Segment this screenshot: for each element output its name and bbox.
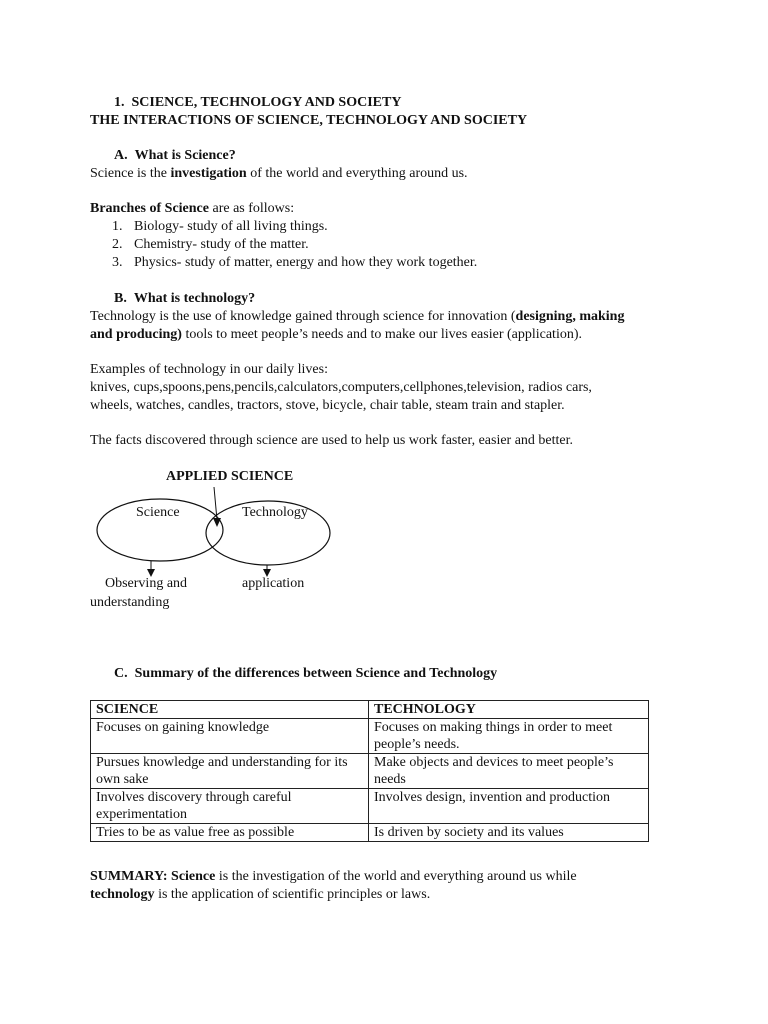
tech-def-bold1: designing, making (515, 309, 625, 324)
list-item-number: 1. (112, 219, 123, 234)
applied-arrow-head (213, 518, 221, 527)
science-def-pre: Science is the (90, 166, 171, 181)
diagram-title: APPLIED SCIENCE (166, 469, 294, 484)
section-c-title: Summary of the differences between Science and Technology (134, 666, 498, 681)
list-item-text: Biology- study of all living things. (134, 219, 328, 234)
summary-science-word: Science (171, 869, 216, 884)
list-item-text: Chemistry- study of the matter. (134, 237, 309, 252)
science-result-line2: understanding (90, 595, 170, 610)
heading-number: 1. (114, 95, 125, 110)
differences-table (90, 700, 649, 842)
summary-label: SUMMARY: (90, 869, 168, 884)
science-def-post: of the world and everything around us. (246, 166, 468, 181)
table-cell: Focuses on making things in order to meet people’s needs. (369, 719, 649, 754)
section-b-title: What is technology? (133, 291, 256, 306)
summary-line1 (90, 868, 577, 886)
tech-def-bold2: and producing) (90, 327, 182, 342)
summary-line2-rest: is the application of scientific principles or laws. (154, 887, 431, 902)
examples-line1: knives, cups,spoons,pens,pencils,calculators,computers,cellphones,television, radios cars, (90, 380, 592, 395)
list-item-text: Physics- study of matter, energy and how they work together. (134, 255, 478, 270)
branches-rest: are as follows: (208, 201, 295, 216)
table-cell: Involves discovery through careful experimentation (91, 789, 369, 824)
summary-line1-rest: is the investigation of the world and everything around us while (215, 869, 577, 884)
science-result-line1: Observing and (105, 576, 188, 591)
table-cell: Tries to be as value free as possible (91, 824, 369, 842)
table-row (91, 719, 649, 754)
examples-intro: Examples of technology in our daily lives: (90, 362, 328, 377)
column-header-technology: TECHNOLOGY (369, 701, 649, 719)
tech-def-pre: Technology is the use of knowledge gained through science for innovation ( (90, 309, 516, 324)
technology-label: Technology (242, 505, 308, 520)
page-subtitle: THE INTERACTIONS OF SCIENCE, TECHNOLOGY AND SOCIETY (90, 113, 528, 128)
table-cell: Is driven by society and its values (369, 824, 649, 842)
table-cell: Make objects and devices to meet people’s needs (369, 754, 649, 789)
table-cell: Involves design, invention and production (369, 789, 649, 824)
summary-line2 (90, 886, 430, 904)
table-row (91, 754, 649, 789)
summary-technology-word: technology (90, 887, 155, 902)
table-cell: Pursues knowledge and understanding for its own sake (91, 754, 369, 789)
column-header-science: SCIENCE (91, 701, 369, 719)
technology-result: application (242, 576, 305, 591)
section-c-marker: C. (114, 666, 128, 681)
facts-statement: The facts discovered through science are used to help us work faster, easier and better. (90, 433, 574, 448)
table-header-row (91, 701, 649, 719)
science-label: Science (136, 505, 180, 520)
table-cell: Focuses on gaining knowledge (91, 719, 369, 754)
section-b-marker: B. (114, 291, 127, 306)
section-a-marker: A. (114, 148, 128, 163)
examples-line2: wheels, watches, candles, tractors, stove, bicycle, chair table, steam train and stapler. (90, 398, 565, 413)
section-a-title: What is Science? (134, 148, 236, 163)
section-c-heading (114, 665, 497, 683)
table-row (91, 824, 649, 842)
table-row (91, 789, 649, 824)
branches-bold: Branches of Science (90, 201, 209, 216)
tech-def-post: tools to meet people’s needs and to make our lives easier (application). (181, 327, 582, 342)
science-def-bold: investigation (170, 166, 247, 181)
heading-title: SCIENCE, TECHNOLOGY AND SOCIETY (131, 95, 402, 110)
list-item-number: 3. (112, 255, 123, 270)
list-item-number: 2. (112, 237, 123, 252)
